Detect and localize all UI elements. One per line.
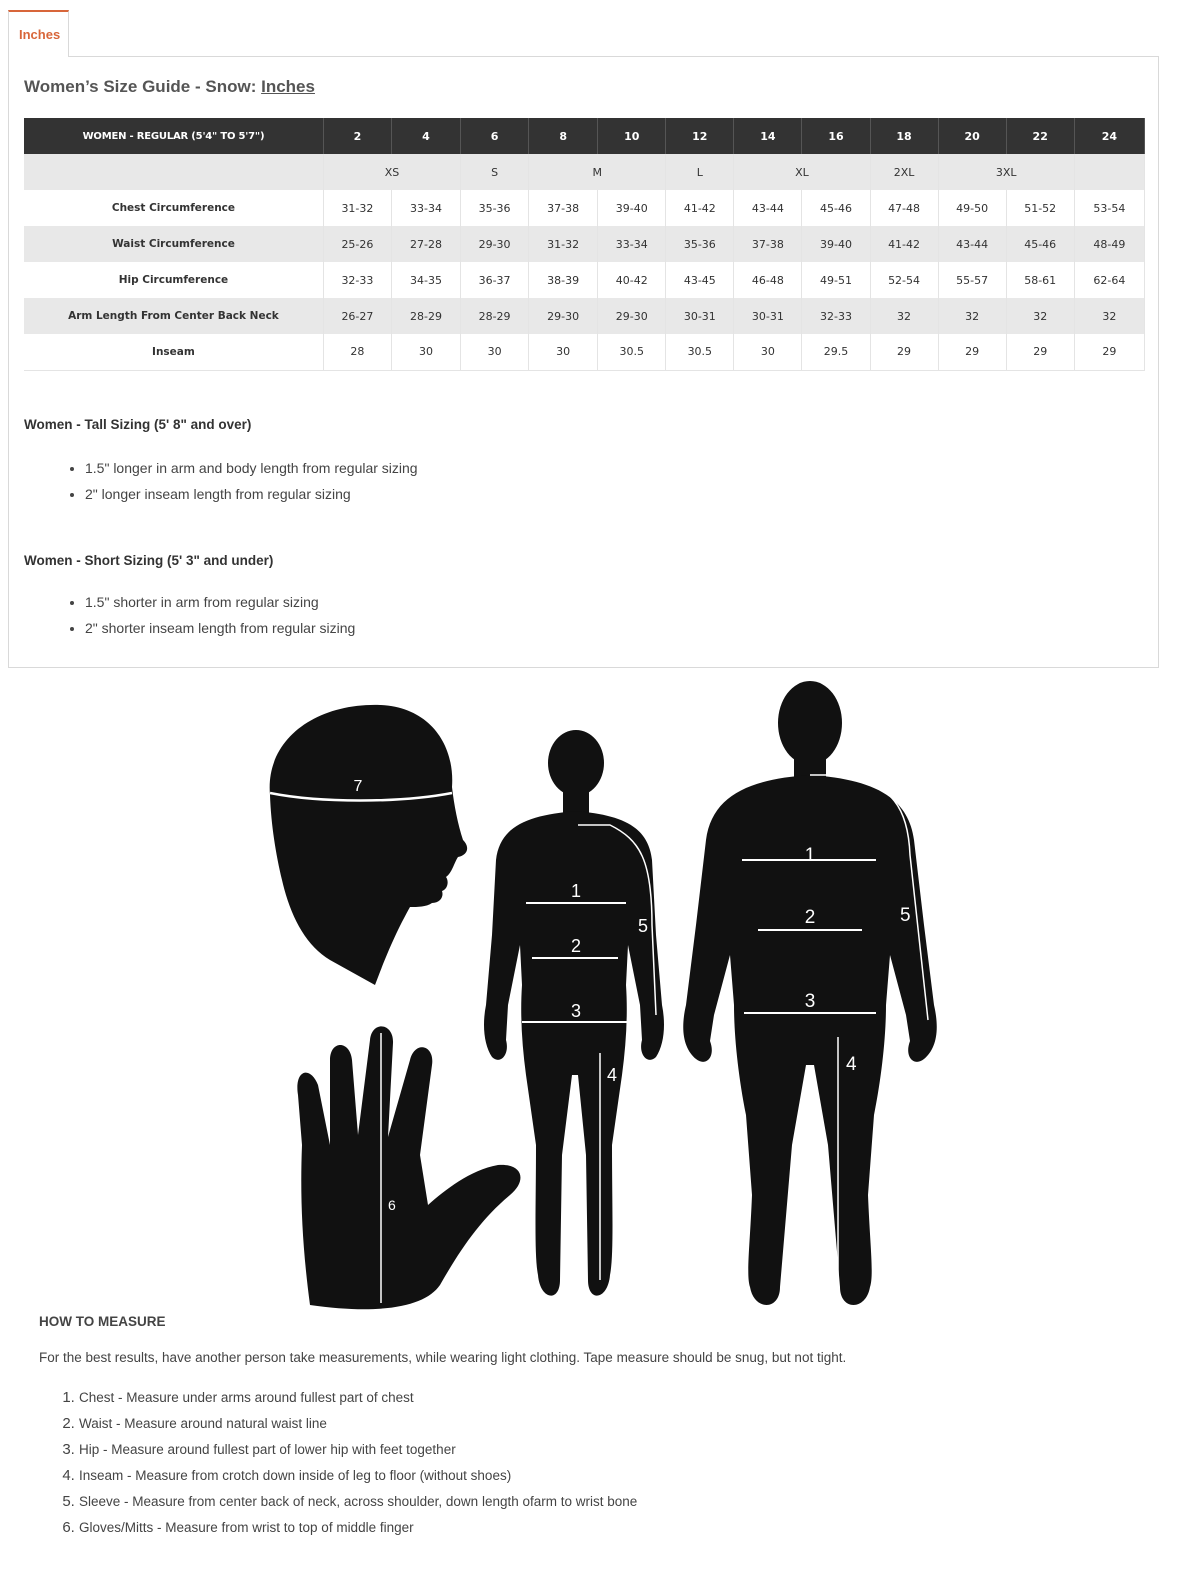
size-header-cell: 10 (598, 118, 666, 154)
table-row (24, 334, 1145, 370)
measurement-value-cell: 43-45 (666, 262, 734, 298)
measurement-value-cell: 32-33 (802, 298, 870, 334)
size-header-cell: 6 (461, 118, 529, 154)
woman-waist-label: 2 (570, 936, 582, 956)
measurement-value-cell: 28-29 (391, 298, 460, 334)
tab-inches-label: Inches (19, 27, 61, 42)
tall-sizing-list (45, 455, 418, 507)
measurement-value-cell: 30-31 (734, 298, 802, 334)
woman-hip-label: 3 (570, 1001, 582, 1021)
list-item: • 1.5" longer in arm and body length from regular sizing (85, 455, 418, 481)
letter-size-cell: 2XL (870, 154, 938, 190)
measurement-value-cell: 55-57 (938, 262, 1006, 298)
size-header-cell: 22 (1006, 118, 1074, 154)
table-row (24, 226, 1145, 262)
measure-step: 4. Inseam - Measure from crotch down inside of leg to floor (without shoes) (79, 1463, 637, 1489)
measurement-value-cell: 41-42 (870, 226, 938, 262)
letter-size-cell (1074, 154, 1144, 190)
measurement-value-cell: 51-52 (1006, 190, 1074, 226)
measurement-value-cell: 32 (938, 298, 1006, 334)
measurement-value-cell: 30.5 (598, 334, 666, 370)
size-header-cell: 18 (870, 118, 938, 154)
size-header-cell: 20 (938, 118, 1006, 154)
head-silhouette (270, 705, 467, 985)
measurement-value-cell: 41-42 (666, 190, 734, 226)
measurement-value-cell: 36-37 (461, 262, 529, 298)
list-item: • 1.5" shorter in arm from regular sizing (85, 589, 355, 615)
letter-size-cell: 3XL (938, 154, 1074, 190)
measurement-value-cell: 29-30 (529, 298, 598, 334)
measurement-label-cell: Chest Circumference (24, 190, 323, 226)
woman-chest-label: 1 (570, 881, 582, 901)
measure-step: 1. Chest - Measure under arms around fullest part of chest (79, 1385, 637, 1411)
size-header-row (24, 118, 1145, 154)
measurement-value-cell: 33-34 (391, 190, 460, 226)
measurement-label-cell: Waist Circumference (24, 226, 323, 262)
table-row (24, 190, 1145, 226)
measurement-value-cell: 29-30 (461, 226, 529, 262)
measurement-value-cell: 29-30 (598, 298, 666, 334)
row-header-cell: WOMEN - REGULAR (5'4" TO 5'7") (24, 118, 323, 154)
measurement-label-cell: Arm Length From Center Back Neck (24, 298, 323, 334)
measurement-value-cell: 45-46 (1006, 226, 1074, 262)
unit-tabs (8, 8, 1160, 56)
measurement-value-cell: 32 (870, 298, 938, 334)
short-sizing-list (45, 589, 355, 641)
measurement-value-cell: 48-49 (1074, 226, 1144, 262)
size-header-cell: 14 (734, 118, 802, 154)
measure-step: 5. Sleeve - Measure from center back of neck, across shoulder, down length ofarm to wrist bone (79, 1489, 637, 1515)
measurement-value-cell: 30 (734, 334, 802, 370)
measurement-value-cell: 53-54 (1074, 190, 1144, 226)
measurement-value-cell: 34-35 (391, 262, 460, 298)
measurement-value-cell: 31-32 (323, 190, 391, 226)
measurement-value-cell: 62-64 (1074, 262, 1144, 298)
measurement-value-cell: 43-44 (734, 190, 802, 226)
man-silhouette (683, 681, 937, 1305)
measurement-value-cell: 37-38 (529, 190, 598, 226)
guide-title: Women’s Size Guide - Snow: Inches (24, 77, 315, 96)
measurement-value-cell: 30 (461, 334, 529, 370)
measurement-value-cell: 43-44 (938, 226, 1006, 262)
measurement-value-cell: 32 (1074, 298, 1144, 334)
letter-size-cell: M (529, 154, 666, 190)
guide-title-unit: Inches (261, 77, 315, 96)
measurement-value-cell: 30 (391, 334, 460, 370)
measurement-label-cell: Inseam (24, 334, 323, 370)
measure-steps-list (39, 1385, 637, 1541)
measurement-value-cell: 28-29 (461, 298, 529, 334)
size-header-cell: 4 (391, 118, 460, 154)
hand-silhouette (297, 1026, 520, 1309)
letter-size-cell: XL (734, 154, 870, 190)
measurement-value-cell: 29 (1074, 334, 1144, 370)
letter-size-cell: L (666, 154, 734, 190)
measurement-value-cell: 31-32 (529, 226, 598, 262)
measurement-value-cell: 29 (1006, 334, 1074, 370)
man-chest-label: 1 (804, 845, 816, 866)
list-item: • 2" shorter inseam length from regular sizing (85, 615, 355, 641)
size-header-cell: 16 (802, 118, 870, 154)
measurement-value-cell: 32-33 (323, 262, 391, 298)
size-table (24, 118, 1145, 371)
measurement-value-cell: 37-38 (734, 226, 802, 262)
woman-inseam-label: 4 (607, 1065, 618, 1085)
measurement-value-cell: 30-31 (666, 298, 734, 334)
measurement-label-cell: Hip Circumference (24, 262, 323, 298)
measurement-value-cell: 58-61 (1006, 262, 1074, 298)
measurement-value-cell: 49-51 (802, 262, 870, 298)
woman-sleeve-label: 5 (638, 916, 649, 936)
short-sizing-heading: Women - Short Sizing (5' 3" and under) (24, 553, 274, 568)
measurement-illustration (260, 675, 960, 1315)
glove-label: 6 (388, 1197, 396, 1213)
size-header-cell: 12 (666, 118, 734, 154)
measurement-value-cell: 39-40 (802, 226, 870, 262)
measurement-value-cell: 29 (938, 334, 1006, 370)
measurement-value-cell: 29.5 (802, 334, 870, 370)
man-waist-label: 2 (804, 907, 816, 928)
measurement-value-cell: 52-54 (870, 262, 938, 298)
size-header-cell: 2 (323, 118, 391, 154)
size-guide-panel (8, 56, 1159, 668)
measurement-value-cell: 32 (1006, 298, 1074, 334)
head-label: 7 (353, 778, 363, 795)
letter-size-label-cell (24, 154, 323, 190)
measurement-value-cell: 39-40 (598, 190, 666, 226)
tall-sizing-heading: Women - Tall Sizing (5' 8" and over) (24, 417, 252, 432)
measurement-value-cell: 29 (870, 334, 938, 370)
measurement-value-cell: 27-28 (391, 226, 460, 262)
measurement-value-cell: 26-27 (323, 298, 391, 334)
measurement-value-cell: 45-46 (802, 190, 870, 226)
measurement-value-cell: 25-26 (323, 226, 391, 262)
measurement-value-cell: 35-36 (666, 226, 734, 262)
man-sleeve-label: 5 (900, 905, 911, 926)
measurement-value-cell: 47-48 (870, 190, 938, 226)
measurement-value-cell: 38-39 (529, 262, 598, 298)
size-header-cell: 8 (529, 118, 598, 154)
man-inseam-label: 4 (846, 1054, 857, 1075)
measurement-value-cell: 30 (529, 334, 598, 370)
tab-inches[interactable] (8, 10, 69, 57)
list-item: • 2" longer inseam length from regular sizing (85, 481, 418, 507)
man-hip-label: 3 (804, 991, 816, 1012)
measurement-value-cell: 40-42 (598, 262, 666, 298)
table-row (24, 298, 1145, 334)
measurement-value-cell: 46-48 (734, 262, 802, 298)
measurement-value-cell: 28 (323, 334, 391, 370)
how-to-measure-intro: For the best results, have another person take measurements, while wearing light clothing. Tape measure should be snug, but not tight. (39, 1350, 847, 1365)
measure-step: 2. Waist - Measure around natural waist line (79, 1411, 637, 1437)
how-to-measure-title: HOW TO MEASURE (39, 1314, 166, 1329)
table-row (24, 262, 1145, 298)
measure-step: 3. Hip - Measure around fullest part of lower hip with feet together (79, 1437, 637, 1463)
letter-size-cell: XS (323, 154, 460, 190)
letter-size-row (24, 154, 1145, 190)
measurement-value-cell: 35-36 (461, 190, 529, 226)
measurement-value-cell: 33-34 (598, 226, 666, 262)
woman-silhouette (484, 730, 664, 1296)
measure-step: 6. Gloves/Mitts - Measure from wrist to top of middle finger (79, 1515, 637, 1541)
measurement-value-cell: 30.5 (666, 334, 734, 370)
measurement-value-cell: 49-50 (938, 190, 1006, 226)
size-header-cell: 24 (1074, 118, 1144, 154)
letter-size-cell: S (461, 154, 529, 190)
